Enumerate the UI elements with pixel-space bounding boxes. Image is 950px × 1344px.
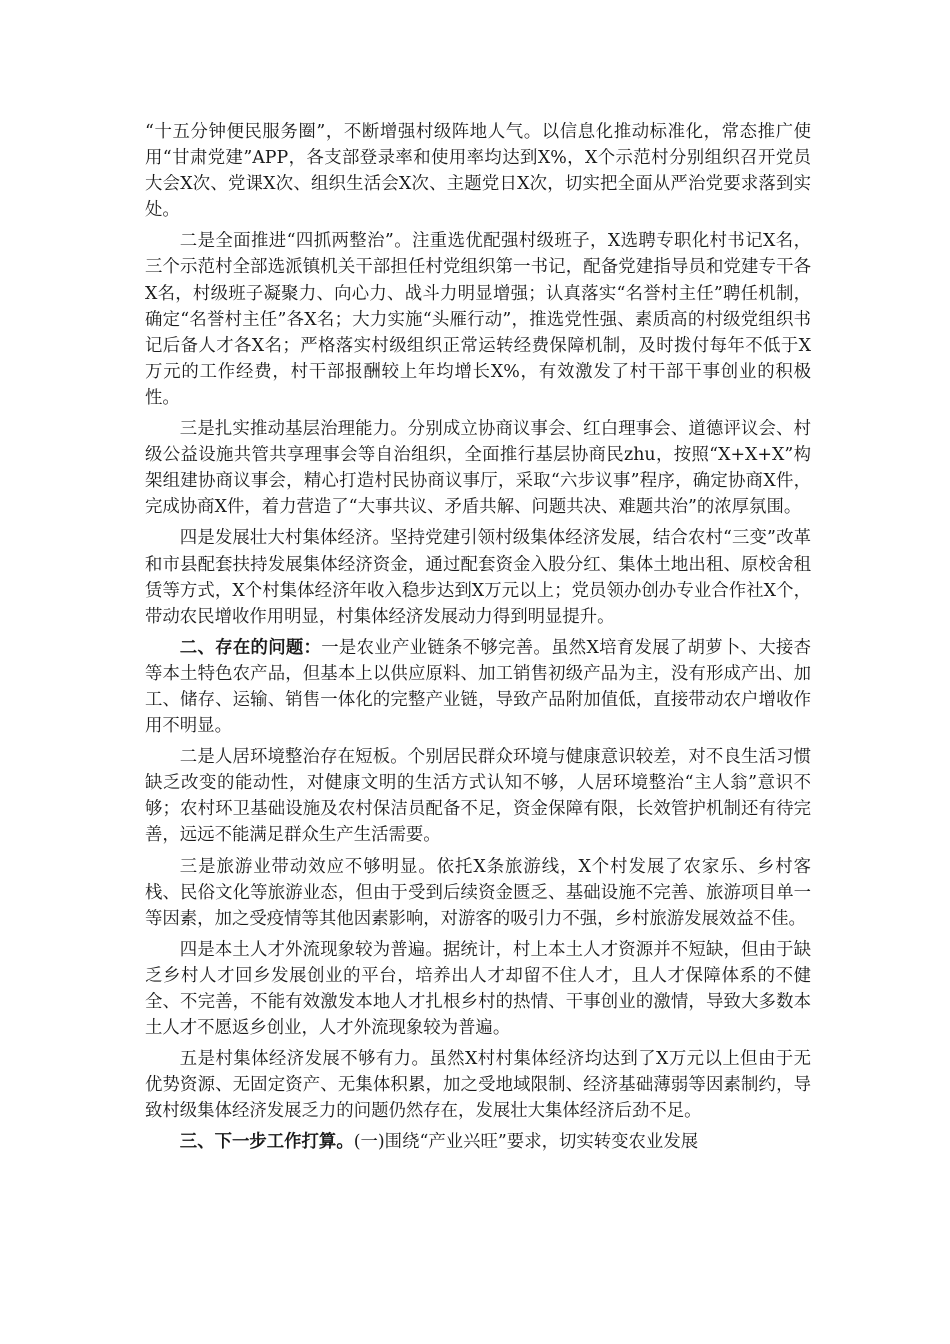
paragraph-1: [145, 119, 811, 223]
paragraph-text: 五是村集体经济发展不够有力。虽然X村村集体经济均达到了X万元以上但由于无优势资源、无固定资产、无集体积累，加之受地域限制、经济基础薄弱等因素制约，导致村级集体经济发展乏力的问题仍然存在，发展壮大集体经济后劲不足。: [145, 1049, 811, 1122]
paragraph-10: [145, 1129, 811, 1155]
paragraph-3: [145, 416, 811, 520]
paragraph-4: [145, 525, 811, 629]
paragraph-text: 一是农业产业链条不够完善。虽然X培育发展了胡萝卜、大接杏等本土特色农产品，但基本上以供应原料、加工销售初级产品为主，没有形成产出、加工、储存、运输、销售一体化的完整产业链，导致产品附加值低，直接带动农户增收作用不明显。: [145, 637, 811, 737]
paragraph-9: [145, 1046, 811, 1124]
paragraph-text: “十五分钟便民服务圈”，不断增强村级阵地人气。以信息化推动标准化，常态推广使用“甘肃党建”APP，各支部登录率和使用率均达到X%，X个示范村分别组织召开党员大会X次、党课X次、组织生活会X次、主题党日X次，切实把全面从严治党要求落到实处。: [145, 122, 811, 221]
paragraph-text: (一)围绕“产业兴旺”要求，切实转变农业发展: [353, 1132, 699, 1153]
paragraph-7: [145, 854, 811, 932]
paragraph-8: [145, 937, 811, 1041]
paragraph-text: 三是旅游业带动效应不够明显。依托X条旅游线，X个村发展了农家乐、乡村客栈、民俗文化等旅游业态，但由于受到后续资金匮乏、基础设施不完善、旅游项目单一等因素，加之受疫情等其他因素影响，对游客的吸引力不强，乡村旅游发展效益不佳。: [145, 856, 811, 929]
paragraph-5: [145, 635, 811, 739]
paragraph-text: 二是人居环境整治存在短板。个别居民群众环境与健康意识较差，对不良生活习惯缺乏改变的能动性，对健康文明的生活方式认知不够，人居环境整治“主人翁”意识不够；农村环卫基础设施及农村保洁员配备不足，资金保障有限，长效管护机制还有待完善，远远不能满足群众生产生活需要。: [145, 747, 811, 846]
document-body: [145, 119, 811, 1161]
paragraph-text: 四是发展壮大村集体经济。坚持党建引领村级集体经济发展，结合农村“三变”改革和市县配套扶持发展集体经济资金，通过配套资金入股分红、集体土地出租、原校舍租赁等方式，X个村集体经济年收入稳步达到X万元以上；党员领办创办专业合作社X个，带动农民增收作用明显，村集体经济发展动力得到明显提升。: [145, 528, 811, 627]
paragraph-6: [145, 744, 811, 848]
paragraph-text: 三是扎实推动基层治理能力。分别成立协商议事会、红白理事会、道德评议会、村级公益设施共管共享理事会等自治组织，全面推行基层协商民zhu，按照“X+X+X”构架组建协商议事会，精心打造村民协商议事厅，采取“六步议事”程序，确定协商X件，完成协商X件，着力营造了“大事共议、矛盾共解、问题共决、难题共治”的浓厚氛围。: [145, 419, 811, 518]
paragraph-text: 四是本土人才外流现象较为普遍。据统计，村上本土人才资源并不短缺，但由于缺乏乡村人才回乡发展创业的平台，培养出人才却留不住人才，且人才保障体系的不健全、不完善，不能有效激发本地人才扎根乡村的热情、干事创业的激情，导致大多数本土人才不愿返乡创业，人才外流现象较为普遍。: [145, 939, 811, 1039]
section-heading-next-steps: 三、下一步工作打算。: [179, 1132, 354, 1153]
paragraph-2: [145, 228, 811, 411]
section-heading-problems: 二、存在的问题：: [179, 637, 322, 658]
paragraph-text: 二是全面推进“四抓两整治”。注重选优配强村级班子，X选聘专职化村书记X名，三个示范村全部选派镇机关干部担任村党组织第一书记，配备党建指导员和党建专干各X名，村级班子凝聚力、向心力、战斗力明显增强；认真落实“名誉村主任”聘任机制，确定“名誉村主任”各X名；大力实施“头雁行动”，推选党性强、素质高的村级党组织书记后备人才各X名；严格落实村级组织正常运转经费保障机制，及时拨付每年不低于X万元的工作经费，村干部报酬较上年均增长X%，有效激发了村干部干事创业的积极性。: [145, 231, 811, 408]
